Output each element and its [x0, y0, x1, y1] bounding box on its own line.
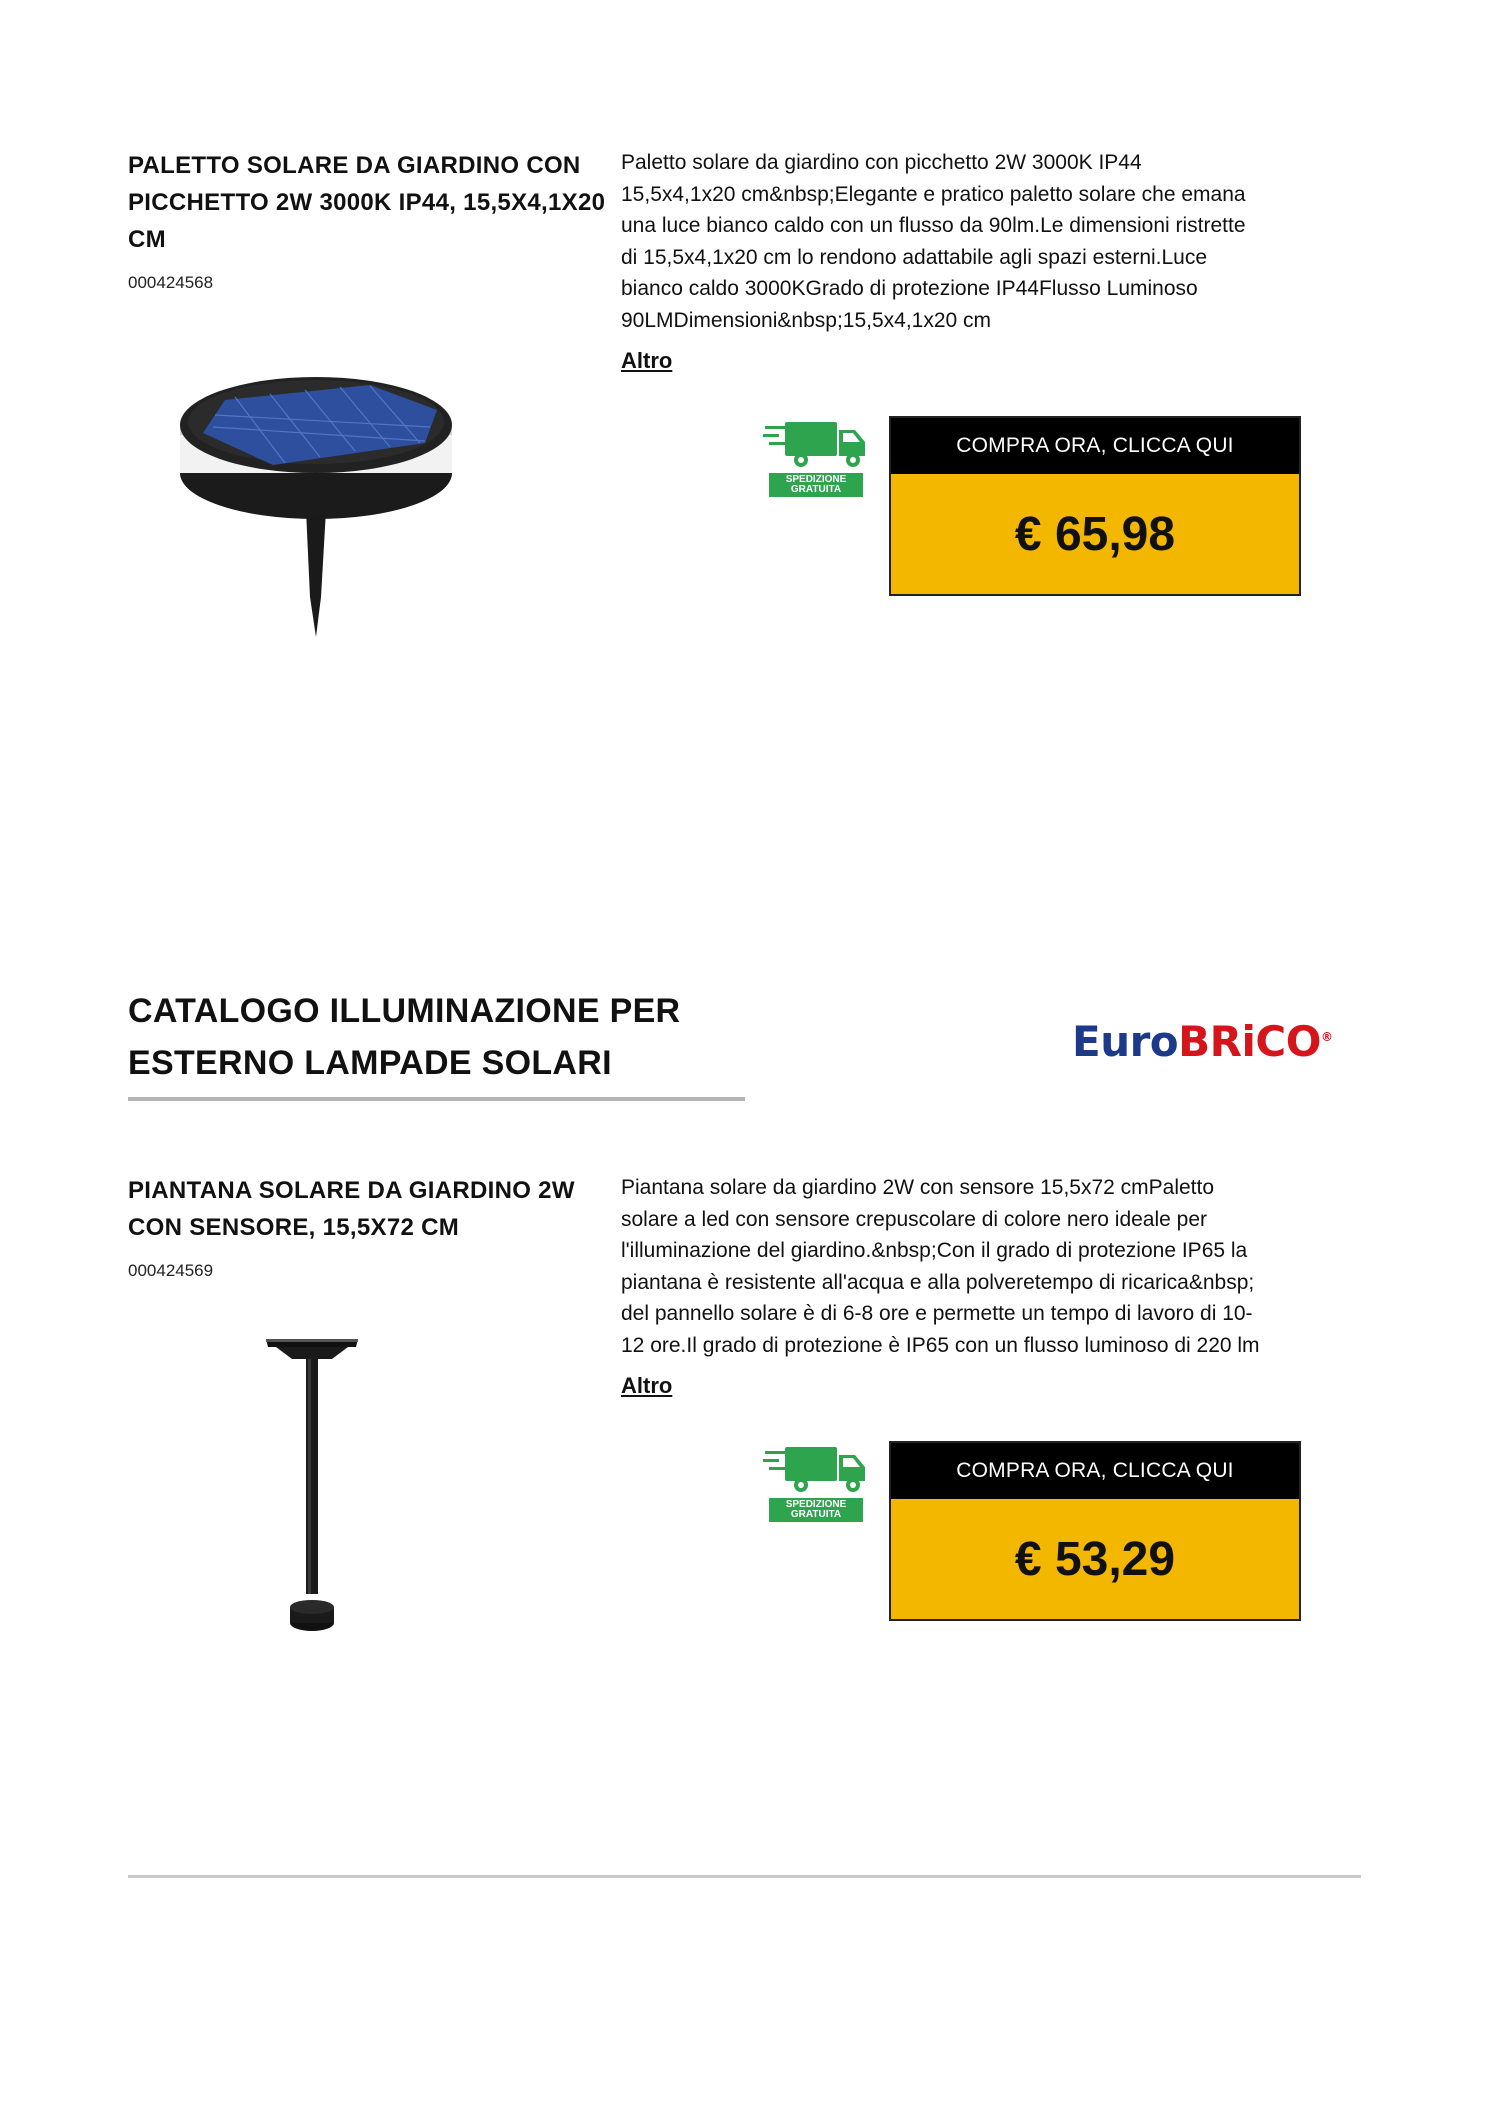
product-title: PALETTO SOLARE DA GIARDINO CON PICCHETTO 2W 3000K IP44, 15,5X4,1X20 CM: [128, 152, 606, 253]
altro-link[interactable]: Altro: [621, 348, 673, 373]
altro-link[interactable]: Altro: [621, 1373, 673, 1398]
product-code: 000424569: [128, 1261, 214, 1280]
free-shipping-badge: SPEDIZIONE GRATUITA: [763, 420, 869, 490]
product-code: 000424568: [128, 273, 214, 292]
buy-now-button[interactable]: COMPRA ORA, CLICCA QUI: [891, 418, 1299, 474]
footer-divider: [128, 1875, 1361, 1878]
truck-icon: [763, 1445, 869, 1493]
product-card-1: [0, 0, 1488, 700]
price: € 65,98: [1014, 507, 1176, 561]
price: € 53,29: [1014, 1532, 1176, 1586]
free-shipping-badge: SPEDIZIONE GRATUITA: [763, 1445, 869, 1515]
section-underline: [128, 1097, 745, 1101]
buy-box[interactable]: [889, 1441, 1301, 1621]
product-description: Piantana solare da giardino 2W con sensore 15,5x72 cmPaletto solare a led con sensore crepuscolare di colore nero ideale per l'illuminazione del giardino.&nbsp;Con il grado di protezione IP65 la piantana è resistente all'acqua e alla polveretempo di ricarica&nbsp; del pannello solare è di 6-8 ore e permette un tempo di lavoro di 10- 12 ore.Il grado di protezione è IP65 con un flusso luminoso di 220 lm: [621, 1176, 1260, 1357]
solar-stake-lamp-image: [175, 355, 457, 645]
buy-now-button[interactable]: COMPRA ORA, CLICCA QUI: [891, 1443, 1299, 1499]
eurobrico-logo: EuroBRiCO®: [1072, 1017, 1333, 1066]
section-title: CATALOGO ILLUMINAZIONE PER ESTERNO LAMPADE SOLARI: [128, 992, 681, 1082]
product-title: PIANTANA SOLARE DA GIARDINO 2W CON SENSORE, 15,5X72 CM: [128, 1177, 575, 1241]
buy-box[interactable]: [889, 416, 1301, 596]
solar-bollard-lamp-image: [262, 1339, 362, 1634]
product-card-2: [0, 1150, 1488, 1650]
product-description: Paletto solare da giardino con picchetto 2W 3000K IP44 15,5x4,1x20 cm&nbsp;Elegante e pratico paletto solare che emana una luce bianco caldo con un flusso da 90lm.Le dimensioni ristrette di 15,5x4,1x20 cm lo rendono adattabile agli spazi esterni.Luce bianco caldo 3000KGrado di protezione IP44Flusso Luminoso 90LMDimensioni&nbsp;15,5x4,1x20 cm: [621, 151, 1246, 332]
truck-icon: [763, 420, 869, 468]
